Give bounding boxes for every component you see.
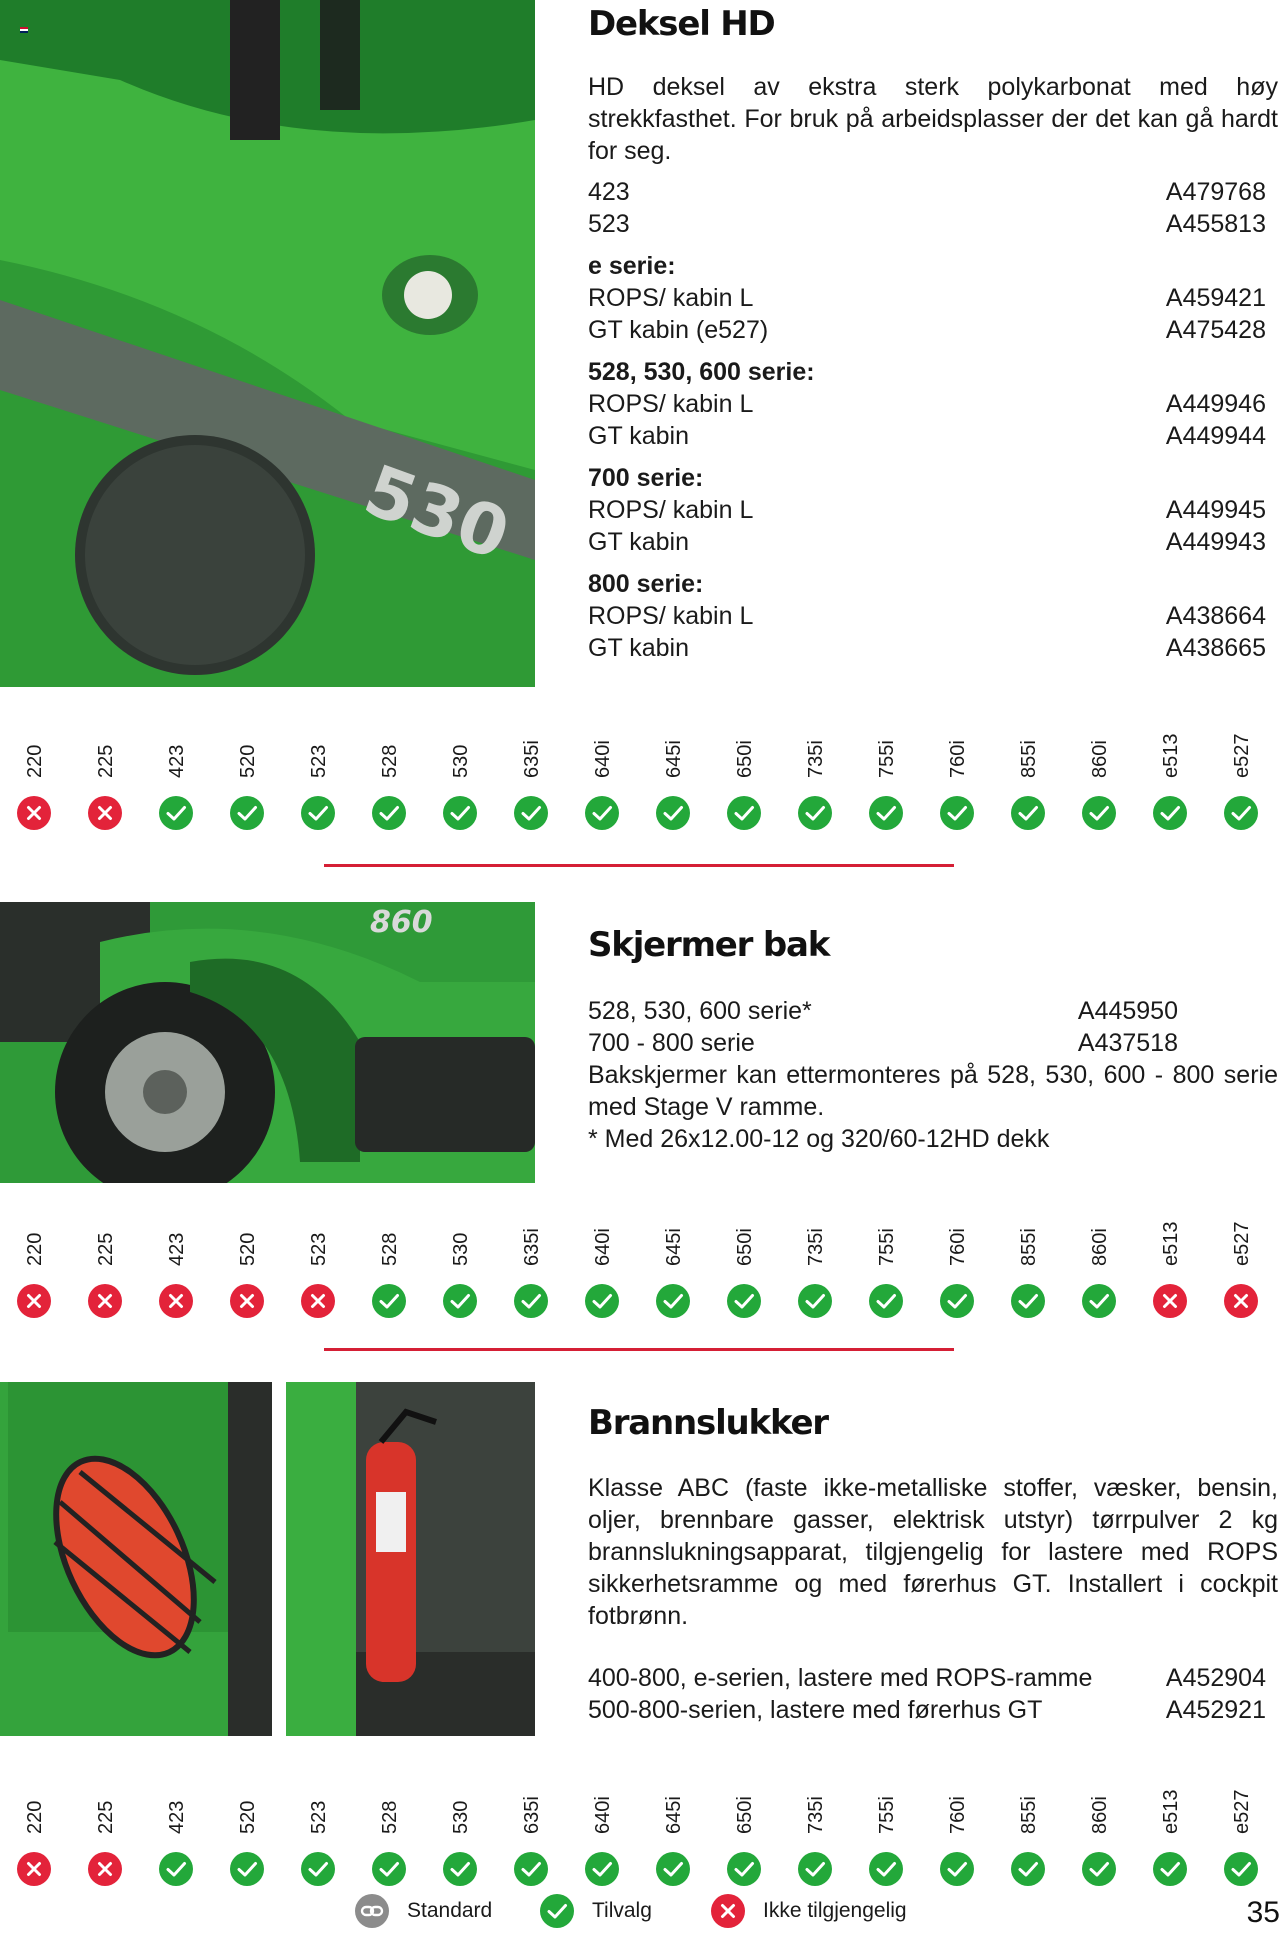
model-cell — [573, 1200, 633, 1330]
model-cell — [857, 1768, 917, 1898]
group-heading: 700 serie: — [588, 464, 704, 492]
model-cell — [644, 712, 704, 842]
model-label: 635i — [521, 1228, 543, 1266]
model-label: 855i — [1018, 740, 1040, 778]
check-icon — [727, 1284, 761, 1318]
check-icon — [869, 1852, 903, 1886]
list-item: 700 - 800 serie A437518 — [588, 1029, 1178, 1057]
model-label: 530 — [450, 1232, 472, 1266]
model-cell — [1141, 712, 1201, 842]
check-icon — [1011, 1284, 1045, 1318]
section-title: Brannslukker — [588, 1403, 828, 1443]
check-icon — [159, 1852, 193, 1886]
model-label: 423 — [166, 1232, 188, 1266]
model-label: 640i — [592, 1228, 614, 1266]
list-item: GT kabin A449943 — [588, 528, 1266, 556]
model-cell — [360, 1768, 420, 1898]
model-cell — [76, 1768, 136, 1898]
group-heading: 528, 530, 600 serie: — [588, 358, 815, 386]
model-label: 650i — [734, 1228, 756, 1266]
model-label: 225 — [95, 1232, 117, 1266]
model-label: 735i — [805, 740, 827, 778]
model-cell — [644, 1200, 704, 1330]
model-label: 755i — [876, 740, 898, 778]
model-cell — [76, 1200, 136, 1330]
model-label: 520 — [237, 1232, 259, 1266]
model-cell — [289, 1768, 349, 1898]
check-icon — [301, 1852, 335, 1886]
model-cell — [1141, 1768, 1201, 1898]
check-icon — [798, 1852, 832, 1886]
check-icon — [540, 1894, 574, 1928]
model-label: 755i — [876, 1228, 898, 1266]
model-label: e513 — [1160, 733, 1182, 778]
check-icon — [1224, 1852, 1258, 1886]
check-icon — [514, 796, 548, 830]
list-item: GT kabin A438665 — [588, 634, 1266, 662]
model-cell — [1212, 712, 1272, 842]
list-item: 500-800-serien, lastere med førerhus GT A452921 — [588, 1696, 1266, 1724]
model-label: e513 — [1160, 1789, 1182, 1834]
model-cell — [1212, 1768, 1272, 1898]
list-item: 523 A455813 — [588, 210, 1266, 238]
model-label: 520 — [237, 744, 259, 778]
model-cell — [218, 1200, 278, 1330]
model-cell — [218, 712, 278, 842]
model-label: 855i — [1018, 1796, 1040, 1834]
list-item: 400-800, e-serien, lastere med ROPS-ramme A452904 — [588, 1664, 1266, 1692]
model-cell — [360, 712, 420, 842]
section-divider — [324, 1348, 954, 1351]
list-item: GT kabin A449944 — [588, 422, 1266, 450]
model-label: 528 — [379, 1800, 401, 1834]
model-cell — [573, 1768, 633, 1898]
model-availability-row — [0, 1768, 1280, 1898]
cross-icon — [711, 1894, 745, 1928]
model-label: 520 — [237, 1800, 259, 1834]
model-label: 220 — [24, 1800, 46, 1834]
section-divider — [324, 864, 954, 867]
model-cell — [360, 1200, 420, 1330]
model-label: e513 — [1160, 1221, 1182, 1266]
model-label: 523 — [308, 1232, 330, 1266]
model-label: 635i — [521, 740, 543, 778]
check-icon — [869, 1284, 903, 1318]
check-icon — [1082, 1852, 1116, 1886]
svg-text:530: 530 — [354, 448, 520, 576]
part-number-list — [588, 176, 1266, 664]
model-cell — [857, 712, 917, 842]
check-icon — [727, 1852, 761, 1886]
model-cell — [928, 1768, 988, 1898]
model-label: 650i — [734, 740, 756, 778]
check-icon — [372, 1284, 406, 1318]
cross-icon — [301, 1284, 335, 1318]
check-icon — [514, 1852, 548, 1886]
check-icon — [656, 1852, 690, 1886]
model-cell — [1141, 1200, 1201, 1330]
group-heading: e serie: — [588, 252, 676, 280]
model-label: 523 — [308, 744, 330, 778]
part-number-list — [588, 1662, 1266, 1726]
check-icon — [1153, 796, 1187, 830]
list-item: ROPS/ kabin L A459421 — [588, 284, 1266, 312]
section-description: Klasse ABC (faste ikke-metalliske stoffer, væsker, bensin, oljer, brennbare gasser, elektrisk utstyr) tørrpulver 2 kg brannslukningsapparat, tilgjengelig for lastere med ROPS sikkerhetsramme og med førerhus GT. Installert i cockpit fotbrønn. — [588, 1474, 1278, 1630]
check-icon — [940, 1284, 974, 1318]
model-cell — [644, 1768, 704, 1898]
model-cell — [147, 712, 207, 842]
list-item: ROPS/ kabin L A438664 — [588, 602, 1266, 630]
model-label: 760i — [947, 1228, 969, 1266]
model-label: e527 — [1231, 733, 1253, 778]
check-icon — [1082, 1284, 1116, 1318]
check-icon — [727, 796, 761, 830]
model-cell — [786, 1200, 846, 1330]
list-item: 528, 530, 600 serie* A445950 — [588, 997, 1178, 1025]
model-cell — [5, 1768, 65, 1898]
model-cell — [5, 712, 65, 842]
flag-icon — [20, 20, 28, 26]
model-cell — [573, 712, 633, 842]
check-icon — [372, 796, 406, 830]
model-label: 225 — [95, 744, 117, 778]
check-icon — [1082, 796, 1116, 830]
model-label: 635i — [521, 1796, 543, 1834]
section-description: Bakskjermer kan ettermonteres på 528, 530, 600 - 800 serie med Stage V ramme. — [588, 1061, 1278, 1121]
model-cell — [999, 1768, 1059, 1898]
part-number-list — [588, 995, 1178, 1059]
model-label: 645i — [663, 1228, 685, 1266]
model-cell — [502, 1768, 562, 1898]
model-label: 530 — [450, 1800, 472, 1834]
cross-icon — [17, 796, 51, 830]
svg-text:860: 860 — [370, 905, 433, 940]
check-icon — [443, 796, 477, 830]
model-cell — [218, 1768, 278, 1898]
section-title: Deksel HD — [588, 4, 775, 44]
model-label: 760i — [947, 740, 969, 778]
check-icon — [1011, 1852, 1045, 1886]
model-cell — [1070, 1768, 1130, 1898]
model-availability-row — [0, 712, 1280, 842]
list-item: GT kabin (e527) A475428 — [588, 316, 1266, 344]
list-item: ROPS/ kabin L A449945 — [588, 496, 1266, 524]
link-icon — [355, 1894, 389, 1928]
check-icon — [798, 796, 832, 830]
cross-icon — [88, 1284, 122, 1318]
model-label: 530 — [450, 744, 472, 778]
model-cell — [715, 712, 775, 842]
check-icon — [940, 1852, 974, 1886]
model-cell — [147, 1768, 207, 1898]
cross-icon — [1224, 1284, 1258, 1318]
model-label: 860i — [1089, 1796, 1111, 1834]
model-cell — [1212, 1200, 1272, 1330]
skjermer-bak-photo — [0, 902, 535, 1183]
model-label: 640i — [592, 740, 614, 778]
check-icon — [940, 796, 974, 830]
deksel-hd-photo — [0, 0, 535, 687]
check-icon — [1224, 796, 1258, 830]
legend-tilvalg: Tilvalg — [540, 1893, 652, 1929]
cross-icon — [159, 1284, 193, 1318]
section-description: HD deksel av ekstra sterk polykarbonat med høy strekkfasthet. For bruk på arbeidsplasser der det kan gå hardt for seg. — [588, 73, 1278, 165]
section-title: Skjermer bak — [588, 925, 830, 965]
check-icon — [585, 1284, 619, 1318]
page-number: 35 — [1246, 1896, 1280, 1929]
model-label: 220 — [24, 744, 46, 778]
model-cell — [786, 712, 846, 842]
check-icon — [585, 796, 619, 830]
model-label: 225 — [95, 1800, 117, 1834]
model-cell — [786, 1768, 846, 1898]
model-label: 523 — [308, 1800, 330, 1834]
model-cell — [502, 1200, 562, 1330]
check-icon — [159, 796, 193, 830]
cross-icon — [17, 1284, 51, 1318]
model-cell — [502, 712, 562, 842]
model-cell — [289, 712, 349, 842]
model-label: 860i — [1089, 1228, 1111, 1266]
cross-icon — [88, 796, 122, 830]
check-icon — [514, 1284, 548, 1318]
model-label: 220 — [24, 1232, 46, 1266]
cross-icon — [88, 1852, 122, 1886]
model-label: 640i — [592, 1796, 614, 1834]
model-cell — [715, 1200, 775, 1330]
check-icon — [230, 1852, 264, 1886]
check-icon — [1153, 1852, 1187, 1886]
model-label: 528 — [379, 744, 401, 778]
model-cell — [431, 1200, 491, 1330]
model-label: 645i — [663, 1796, 685, 1834]
model-label: 855i — [1018, 1228, 1040, 1266]
cross-icon — [17, 1852, 51, 1886]
brannslukker-photo-2 — [286, 1382, 535, 1736]
model-cell — [928, 1200, 988, 1330]
check-icon — [798, 1284, 832, 1318]
check-icon — [656, 796, 690, 830]
model-label: 645i — [663, 740, 685, 778]
model-label: 735i — [805, 1228, 827, 1266]
model-label: 760i — [947, 1796, 969, 1834]
model-label: 423 — [166, 1800, 188, 1834]
model-label: 423 — [166, 744, 188, 778]
check-icon — [443, 1284, 477, 1318]
model-availability-row — [0, 1200, 1280, 1330]
brannslukker-photo-1 — [0, 1382, 272, 1736]
model-label: 735i — [805, 1796, 827, 1834]
model-cell — [999, 712, 1059, 842]
check-icon — [443, 1852, 477, 1886]
model-cell — [1070, 1200, 1130, 1330]
model-cell — [715, 1768, 775, 1898]
model-label: 860i — [1089, 740, 1111, 778]
model-cell — [431, 1768, 491, 1898]
group-heading: 800 serie: — [588, 570, 704, 598]
check-icon — [372, 1852, 406, 1886]
check-icon — [585, 1852, 619, 1886]
check-icon — [301, 796, 335, 830]
model-cell — [5, 1200, 65, 1330]
model-cell — [1070, 712, 1130, 842]
model-cell — [431, 712, 491, 842]
cross-icon — [1153, 1284, 1187, 1318]
list-item: 423 A479768 — [588, 178, 1266, 206]
model-cell — [76, 712, 136, 842]
check-icon — [869, 796, 903, 830]
legend-standard: Standard — [355, 1893, 492, 1929]
model-label: 755i — [876, 1796, 898, 1834]
list-item: ROPS/ kabin L A449946 — [588, 390, 1266, 418]
model-cell — [999, 1200, 1059, 1330]
section-footnote: * Med 26x12.00-12 og 320/60-12HD dekk — [588, 1125, 1050, 1153]
model-label: e527 — [1231, 1221, 1253, 1266]
model-cell — [147, 1200, 207, 1330]
model-cell — [857, 1200, 917, 1330]
cross-icon — [230, 1284, 264, 1318]
model-cell — [928, 712, 988, 842]
model-cell — [289, 1200, 349, 1330]
model-label: e527 — [1231, 1789, 1253, 1834]
check-icon — [656, 1284, 690, 1318]
check-icon — [230, 796, 264, 830]
check-icon — [1011, 796, 1045, 830]
model-label: 650i — [734, 1796, 756, 1834]
model-label: 528 — [379, 1232, 401, 1266]
legend-ikke-tilgjengelig: Ikke tilgjengelig — [711, 1893, 907, 1929]
